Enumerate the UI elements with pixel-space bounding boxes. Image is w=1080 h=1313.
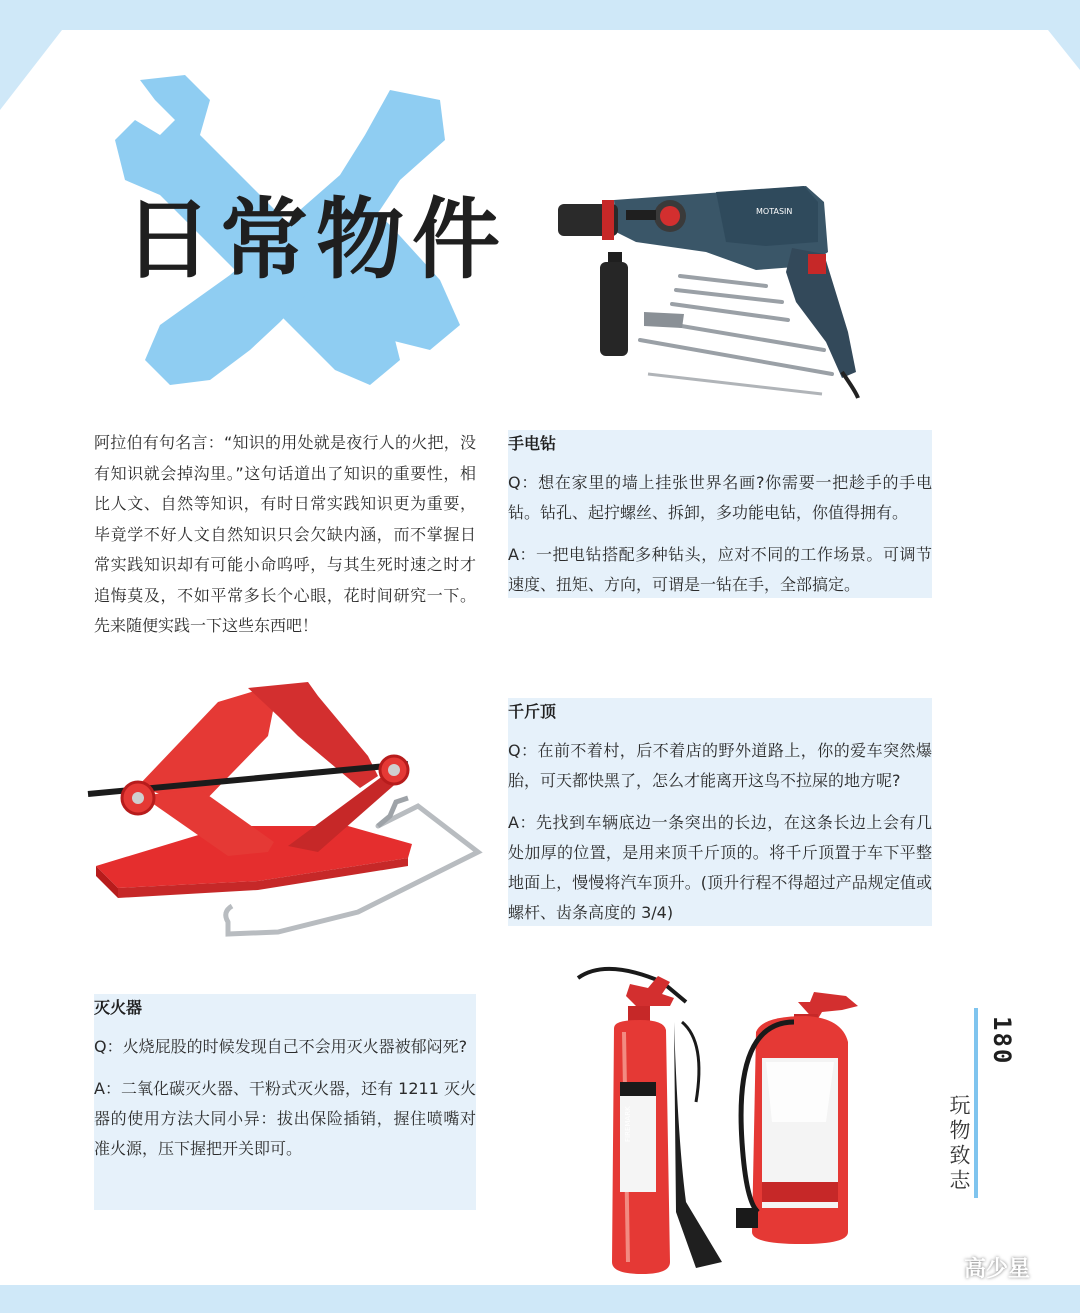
answer-text: A：二氧化碳灭火器、干粉式灭火器，还有 1211 灭火器的使用方法大同小异：拔出保险插销，握住喷嘴对准火源，压下握把开关即可。 (94, 1079, 476, 1158)
side-accent-line (974, 1008, 978, 1198)
watermark (926, 1250, 1030, 1284)
question-text: Q：想在家里的墙上挂张世界名画?你需要一把趁手的手电钻。钻孔、起拧螺丝、拆卸，多功能电钻，你值得拥有。 (508, 473, 932, 522)
drill-image (556, 182, 872, 400)
question-text: Q：在前不着村，后不着店的野外道路上，你的爱车突然爆胎，可天都快黑了，怎么才能离开这鸟不拉屎的地方呢? (508, 741, 932, 790)
extinguisher-brand: FIREMARK (624, 1106, 632, 1142)
item-title: 灭火器 (94, 998, 143, 1017)
page-title: 日常物件 (124, 188, 509, 291)
wechat-icon (926, 1254, 956, 1280)
answer-text: A：先找到车辆底边一条突出的长边，在这条长边上会有几处加厚的位置，是用来顶千斤顶的。将千斤顶置于车下平整地面上，慢慢将汽车顶升。(顶升行程不得超过产品规定值或螺杆、齿条高度的 3/4) (508, 813, 932, 922)
qa-drill (508, 430, 932, 598)
intro-paragraph: 阿拉伯有句名言：“知识的用处就是夜行人的火把，没有知识就会掉沟里。”这句话道出了知识的重要性，相比人文、自然等知识，有时日常实践知识更为重要，毕竟学不好人文自然知识只会欠缺内涵，而不掌握日常实践知识却有可能小命呜呼，与其生死时速之时才追悔莫及，不如平常多长个心眼，花时间研究一下。先来随便实践一下这些东西吧！ (94, 433, 476, 635)
drill-brand: MOTASIN (756, 207, 793, 216)
qa-extinguisher (94, 994, 476, 1210)
answer-text: A：一把电钻搭配多种钻头，应对不同的工作场景。可调节速度、扭矩、方向，可谓是一钻在手，全部搞定。 (508, 545, 932, 594)
extinguisher-image (566, 962, 866, 1278)
jack-image (78, 676, 492, 940)
page-number: 180 (988, 1016, 1016, 1066)
section-label: 玩物致志 (947, 1094, 971, 1194)
item-title: 千斤顶 (508, 702, 557, 721)
watermark-text: 高少星 (964, 1256, 1031, 1282)
qa-jack (508, 698, 932, 926)
item-title: 手电钻 (508, 434, 557, 453)
question-text: Q：火烧屁股的时候发现自己不会用灭火器被郁闷死? (94, 1037, 468, 1056)
